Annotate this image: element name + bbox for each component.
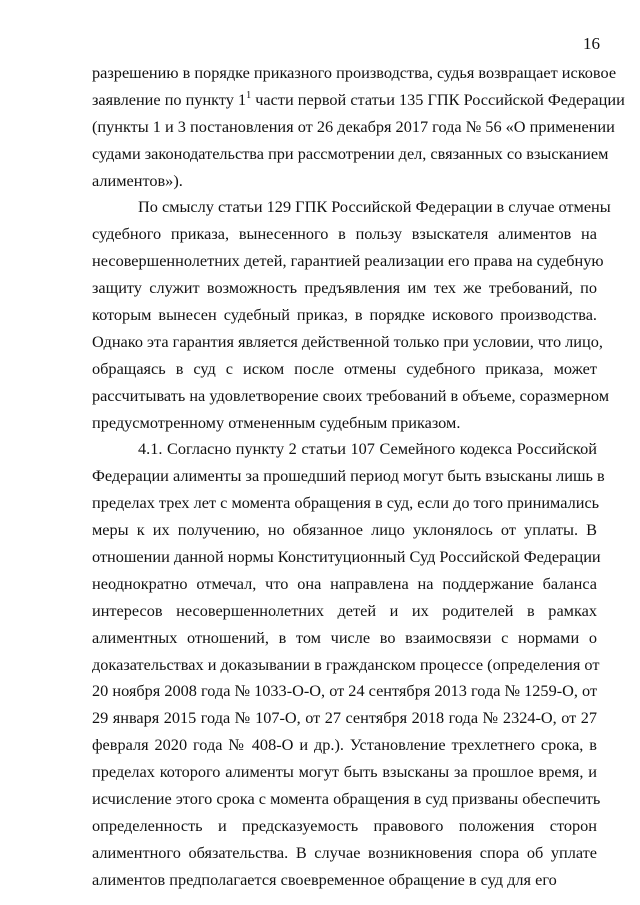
text-line: интересов несовершеннолетних детей и их родителей в рамках <box>92 600 597 620</box>
text-line: алиментов»). <box>92 170 183 190</box>
text-line: разрешению в порядке приказного производства, судья возвращает исковое <box>92 63 617 82</box>
text-line: несовершеннолетних детей, гарантией реализации его права на судебную <box>92 251 604 271</box>
text-line: исчисление этого срока с момента обращения в суд призваны обеспечить <box>92 789 601 809</box>
text-line: определенность и предсказуемость правового положения сторон <box>92 815 597 835</box>
text-line: отношении данной нормы Конституционный Суд Российской Федерации <box>92 547 601 567</box>
text-line: алиментного обязательства. В случае возникновения спора об уплате <box>92 842 597 862</box>
text-line: алиментов предполагается своевременное обращение в суд для его <box>92 869 557 889</box>
text-line: пределах трех лет с момента обращения в суд, если до того принимались <box>92 493 600 513</box>
paragraph <box>92 60 625 194</box>
text-line: которым вынесен судебный приказ, в порядке искового производства. <box>92 305 597 325</box>
text-line: доказательствах и доказывании в гражданском процессе (определения от <box>92 654 600 674</box>
paragraph <box>92 436 605 893</box>
text-line: рассчитывать на удовлетворение своих требований в объеме, соразмерном <box>92 385 610 405</box>
text-line: защиту служит возможность предъявления им тех же требований, по <box>92 278 597 298</box>
page-number: 16 <box>583 34 600 53</box>
text-line: Однако эта гарантия является действенной только при условии, что лицо, <box>92 331 603 351</box>
text-line: обращаясь в суд с иском после отмены судебного приказа, может <box>92 358 597 378</box>
text-line: (пункты 1 и 3 постановления от 26 декабря 2017 года № 56 «О применении <box>92 116 615 136</box>
text-line: предусмотренному отмененным судебным приказом. <box>92 412 461 432</box>
text-line: 29 января 2015 года № 107-О, от 27 сентября 2018 года № 2324-О, от 27 <box>92 708 597 728</box>
paragraph <box>92 194 611 436</box>
text-line: По смыслу статьи 129 ГПК Российской Федерации в случае отмены <box>138 197 611 217</box>
text-line: алиментных отношений, в том числе во взаимосвязи с нормами о <box>92 627 597 647</box>
text-line: 20 ноября 2008 года № 1033-О-О, от 24 сентября 2013 года № 1259-О, от <box>92 681 598 701</box>
text-line: меры к их получению, но обязанное лицо уклонялось от уплаты. В <box>92 520 597 540</box>
text-line: судебного приказа, вынесенного в пользу взыскателя алиментов на <box>92 224 597 244</box>
superscript: 1 <box>246 89 252 101</box>
text-line: 4.1. Согласно пункту 2 статьи 107 Семейного кодекса Российской <box>138 439 597 459</box>
text-line: судами законодательства при рассмотрении дел, связанных со взысканием <box>92 143 609 163</box>
document-body <box>92 60 625 894</box>
text-line: Федерации алименты за прошедший период могут быть взысканы лишь в <box>92 466 605 486</box>
text-line: заявление по пункту $1^1$ части первой статьи 135 ГПК Российской Федерации <box>92 89 625 109</box>
text-line: пределах которого алименты могут быть взысканы за прошлое время, и <box>92 762 597 782</box>
text-line: неоднократно отмечал, что она направлена на поддержание баланса <box>92 573 597 593</box>
text-line: февраля 2020 года № 408-О и др.). Установление трехлетнего срока, в <box>92 735 597 755</box>
